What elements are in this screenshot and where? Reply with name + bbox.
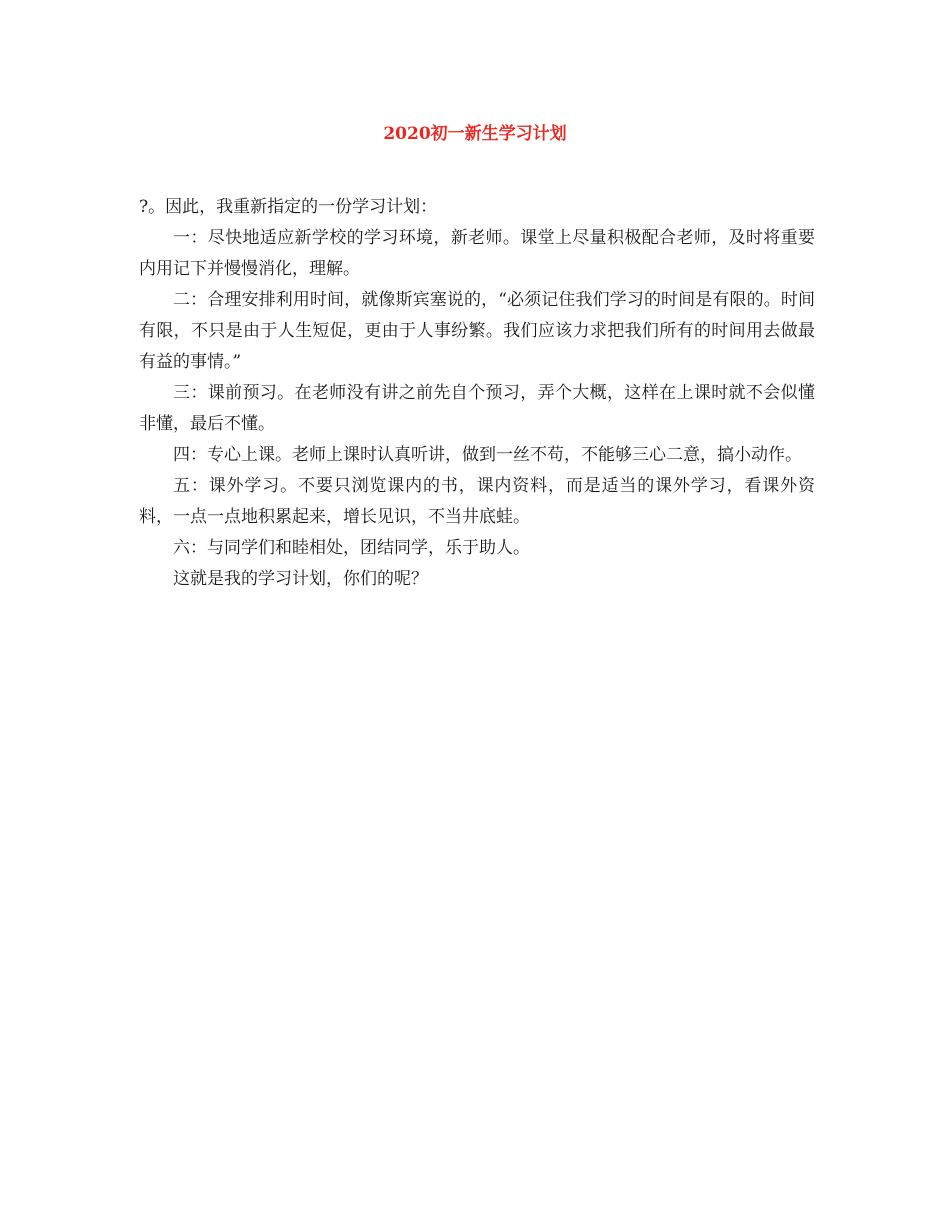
document-body <box>139 192 815 595</box>
document-title: 2020初一新生学习计划 <box>383 124 567 144</box>
paragraph-item-4: 四：专心上课。老师上课时认真听讲，做到一丝不苟，不能够三心二意，搞小动作。 <box>173 445 802 465</box>
paragraph-item-3: 三：课前预习。在老师没有讲之前先自个预习，弄个大概，这样在上课时就不会似懂非懂，最后不懂。 <box>139 383 815 434</box>
paragraph-item-2: 二：合理安排利用时间，就像斯宾塞说的，“必须记住我们学习的时间是有限的。时间有限，不只是由于人生短促，更由于人事纷繁。我们应该力求把我们所有的时间用去做最有益的事情。” <box>139 290 815 372</box>
paragraph-item-6: 六：与同学们和睦相处，团结同学，乐于助人。 <box>173 538 530 558</box>
paragraph-closing: 这就是我的学习计划，你们的呢？ <box>173 569 428 589</box>
paragraph-item-5: 五：课外学习。不要只浏览课内的书，课内资料，而是适当的课外学习，看课外资料，一点一点地积累起来，增长见识，不当井底蛙。 <box>139 476 815 527</box>
paragraph-intro: ?。因此，我重新指定的一份学习计划： <box>139 197 438 217</box>
paragraph-item-1: 一：尽快地适应新学校的学习环境，新老师。课堂上尽量积极配合老师，及时将重要内用记下并慢慢消化，理解。 <box>139 228 815 279</box>
